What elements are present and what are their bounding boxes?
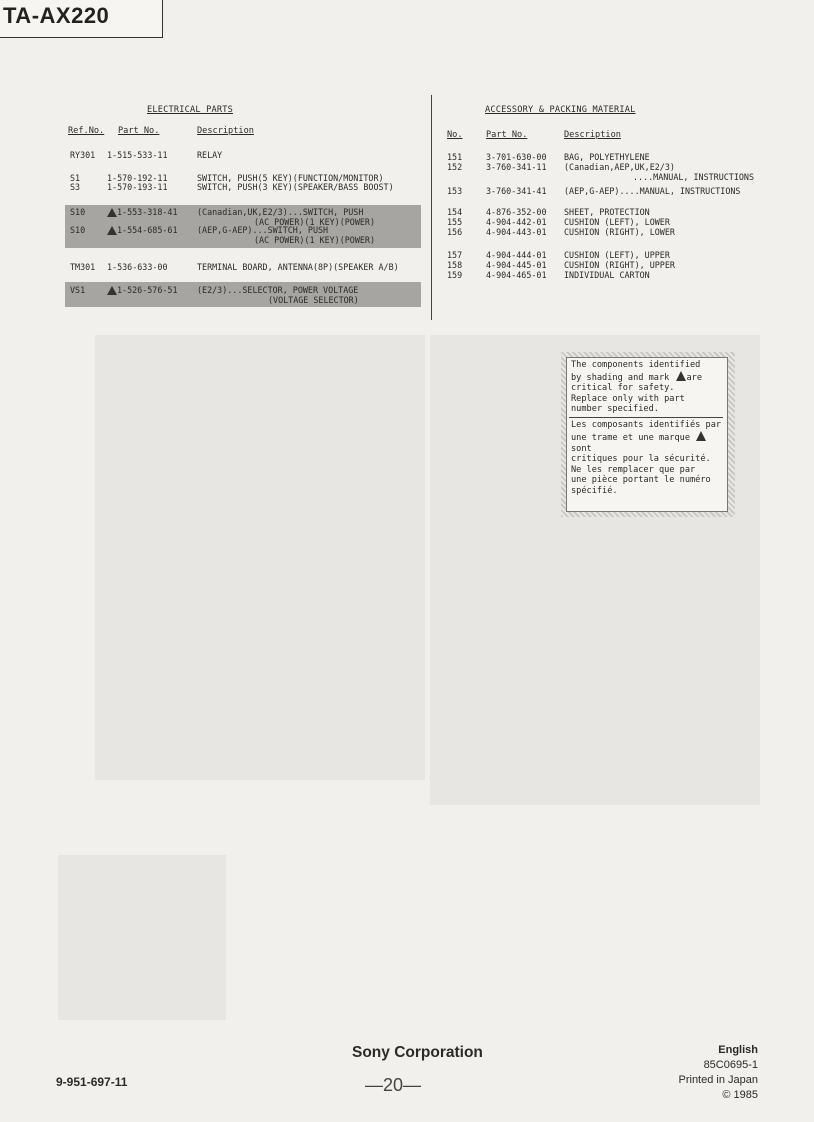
item-no: 152 <box>447 162 463 172</box>
part-no: 1-570-193-11 <box>107 182 168 192</box>
bleed-through-area-left <box>95 335 425 780</box>
model-header-box <box>0 0 163 38</box>
item-no: 154 <box>447 207 463 217</box>
item-no: 156 <box>447 227 463 237</box>
notice-fr-line-6: spécifié. <box>571 486 618 497</box>
bleed-through-box <box>58 855 226 1020</box>
acc-part-no: 4-904-465-01 <box>486 270 547 280</box>
description: SWITCH, PUSH(3 KEY)(SPEAKER/BASS BOOST) <box>197 182 394 192</box>
company-name: Sony Corporation <box>352 1044 483 1061</box>
description-header: Description <box>197 126 254 136</box>
part-no: 1-526-576-51 <box>117 285 178 295</box>
ref-no: RY301 <box>70 150 96 160</box>
model-title: TA-AX220 <box>3 3 110 28</box>
item-no: 153 <box>447 186 463 196</box>
copyright: © 1985 <box>722 1089 758 1101</box>
doc-number: 9-951-697-11 <box>56 1075 128 1089</box>
language-label: English <box>718 1044 758 1056</box>
notice-fr-line-2 <box>571 431 727 454</box>
description: RELAY <box>197 150 223 160</box>
page-number: —20— <box>365 1075 422 1095</box>
ref-no: S10 <box>70 225 86 235</box>
part-no-header: Part No. <box>118 126 160 136</box>
part-no: 1-536-633-00 <box>107 262 168 272</box>
description-continued: (VOLTAGE SELECTOR) <box>268 295 359 305</box>
acc-description-header: Description <box>564 130 621 140</box>
acc-description: CUSHION (LEFT), UPPER <box>564 250 670 260</box>
warning-triangle-icon <box>107 226 117 235</box>
description: TERMINAL BOARD, ANTENNA(8P)(SPEAKER A/B) <box>197 262 399 272</box>
electrical-parts-title: ELECTRICAL PARTS <box>147 105 233 115</box>
acc-part-no: 3-760-341-41 <box>486 186 547 196</box>
notice-en-suffix: are <box>686 372 703 383</box>
print-code: 85C0695-1 <box>703 1059 758 1071</box>
acc-part-no-header: Part No. <box>486 130 528 140</box>
notice-separator <box>569 417 723 419</box>
ref-no-header: Ref.No. <box>68 126 105 136</box>
column-divider <box>431 95 432 320</box>
notice-en-line-2 <box>571 371 727 384</box>
acc-part-no: 4-904-443-01 <box>486 227 547 237</box>
description: SWITCH, PUSH(5 KEY)(FUNCTION/MONITOR) <box>197 173 384 183</box>
warning-triangle-icon <box>107 208 117 217</box>
description: (AEP,G-AEP)...SWITCH, PUSH <box>197 225 329 235</box>
acc-part-no: 4-904-444-01 <box>486 250 547 260</box>
part-no: 1-515-533-11 <box>107 150 168 160</box>
notice-fr-line-4: Ne les remplacer que par <box>571 464 696 475</box>
acc-description: (Canadian,AEP,UK,E2/3) <box>564 162 675 172</box>
item-no: 159 <box>447 270 463 280</box>
ref-no: S1 <box>70 173 81 183</box>
warning-triangle-icon <box>107 286 117 295</box>
part-no: 1-554-685-61 <box>117 225 178 235</box>
acc-description: CUSHION (RIGHT), UPPER <box>564 260 675 270</box>
notice-en-line-5: number specified. <box>571 404 659 415</box>
acc-description: INDIVIDUAL CARTON <box>564 270 650 280</box>
acc-part-no: 4-904-442-01 <box>486 217 547 227</box>
ref-no: TM301 <box>70 262 96 272</box>
ref-no: VS1 <box>70 285 86 295</box>
description: (Canadian,UK,E2/3)...SWITCH, PUSH <box>197 207 364 217</box>
acc-description: CUSHION (LEFT), LOWER <box>564 217 670 227</box>
acc-part-no: 3-701-630-00 <box>486 152 547 162</box>
part-no: 1-553-318-41 <box>117 207 178 217</box>
ref-no: S3 <box>70 182 81 192</box>
safety-notice-box <box>566 357 728 512</box>
acc-part-no: 3-760-341-11 <box>486 162 547 172</box>
warning-triangle-icon <box>695 431 707 442</box>
acc-description-continued: ....MANUAL, INSTRUCTIONS <box>633 172 755 182</box>
item-no: 151 <box>447 152 463 162</box>
description-continued: (AC POWER)(1 KEY)(POWER) <box>254 217 376 227</box>
notice-en-line-4: Replace only with part <box>571 393 685 404</box>
item-no: 158 <box>447 260 463 270</box>
acc-description: CUSHION (RIGHT), LOWER <box>564 227 675 237</box>
part-no: 1-570-192-11 <box>107 173 168 183</box>
acc-description: SHEET, PROTECTION <box>564 207 650 217</box>
item-no: 157 <box>447 250 463 260</box>
item-no: 155 <box>447 217 463 227</box>
no-header: No. <box>447 130 463 140</box>
notice-fr-line-5: une pièce portant le numéro <box>571 475 711 486</box>
description: (E2/3)...SELECTOR, POWER VOLTAGE <box>197 285 359 295</box>
notice-en-line-1: The components identified <box>571 360 701 370</box>
notice-fr-line-1: Les composants identifiés par <box>571 420 722 431</box>
notice-fr-line-2-text: une trame et une marque <box>571 433 690 444</box>
warning-triangle-icon <box>675 371 687 382</box>
notice-en-line-3: critical for safety. <box>571 383 675 394</box>
accessory-title: ACCESSORY & PACKING MATERIAL <box>485 105 636 115</box>
acc-description: (AEP,G-AEP)....MANUAL, INSTRUCTIONS <box>564 186 741 196</box>
acc-part-no: 4-904-445-01 <box>486 260 547 270</box>
notice-fr-suffix: sont <box>571 443 592 454</box>
notice-en-line-2-text: by shading and mark <box>571 372 670 383</box>
acc-description: BAG, POLYETHYLENE <box>564 152 650 162</box>
acc-part-no: 4-876-352-00 <box>486 207 547 217</box>
notice-fr-line-3: critiques pour la sécurité. <box>571 454 711 465</box>
printed-in: Printed in Japan <box>678 1074 758 1086</box>
ref-no: S10 <box>70 207 86 217</box>
description-continued: (AC POWER)(1 KEY)(POWER) <box>254 235 376 245</box>
safety-notice <box>561 352 735 517</box>
